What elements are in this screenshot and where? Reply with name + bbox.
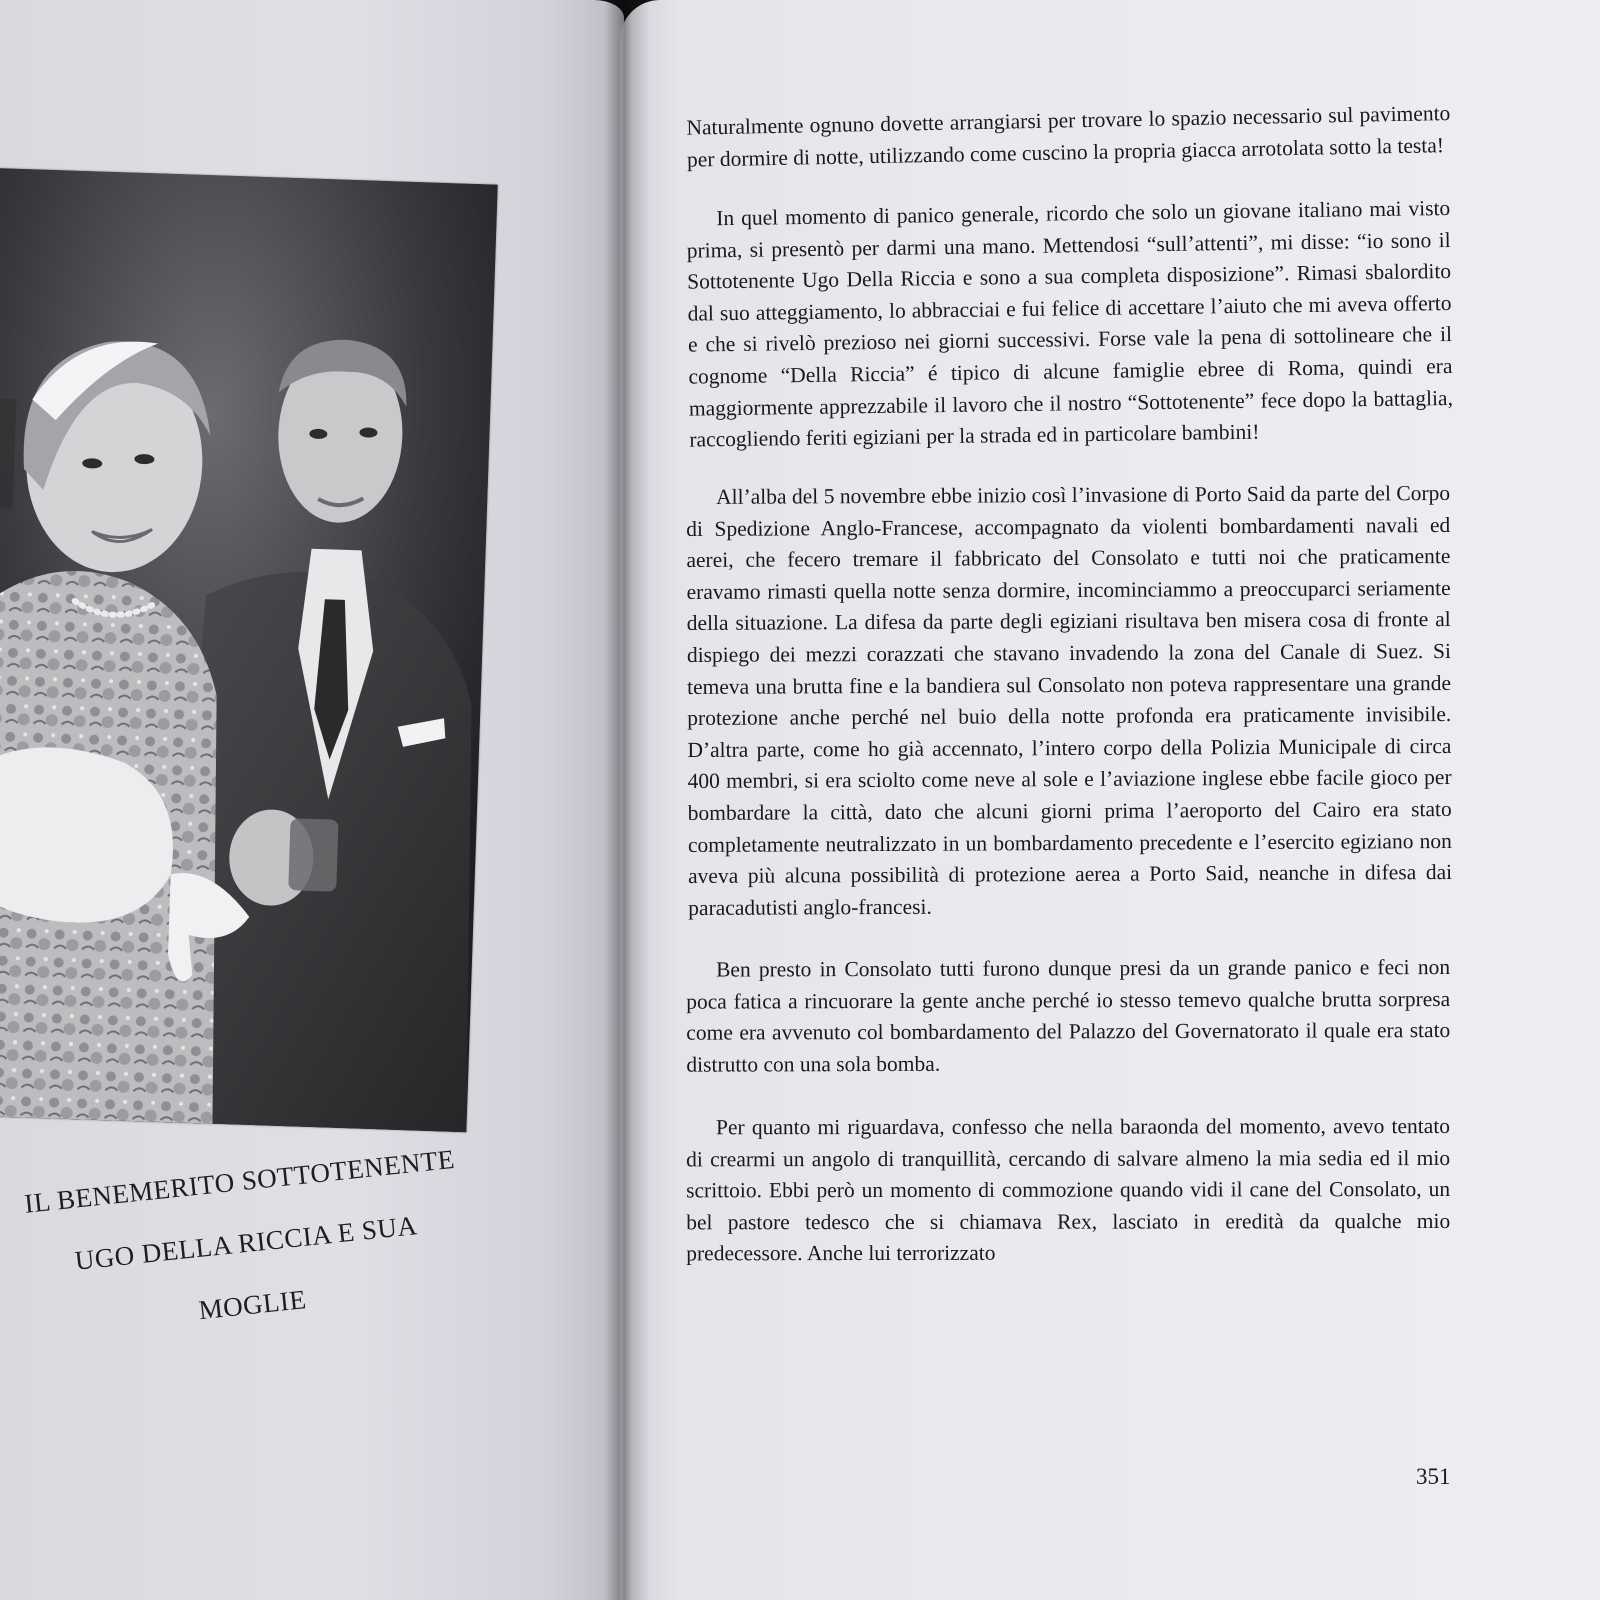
caption-line-2: UGO DELLA RICCIA E SUA MOGLIE: [73, 1210, 419, 1326]
paragraph-4: Ben presto in Consolato tutti furono dunque presi da un grande panico e feci non poca fatica a rincuorare la gente anche perché io stesso temevo qualche brutta sorpresa come era avvenuto col bombardamento del Palazzo del Governatorato il quale era stato distrutto con una sola bomba.: [686, 955, 1451, 1077]
photo-illustration: [0, 168, 498, 1132]
paragraph-2: In quel momento di panico generale, ricordo che solo un giovane italiano mai visto prima, si presentò per darmi una mano. Mettendosi “sull’attenti”, mi disse: “io sono il Sottotenente Ugo Della Riccia e sono a sua completa disposizione”. Rimasi sbalordito dal suo atteggiamento, lo abbracciai e fui felice di accettare l’aiuto che mi aveva offerto e che si rivelò prezioso nei giorni successivi. Forse vale la pena di sottolineare che il cognome “Della Riccia” é tipico di alcune famiglie ebree di Roma, quindi era maggiormente apprezzabile il lavoro che il nostro “Sottotenente” fece dopo la battaglia, raccogliendo feriti egiziani per la strada ed in particolare bambini!: [686, 196, 1454, 452]
photo-couple: [0, 168, 498, 1132]
photo-caption: [17, 1128, 474, 1359]
body-text: [686, 98, 1454, 1301]
right-page: [620, 0, 1600, 1600]
drink-glass: [288, 818, 338, 892]
left-page: [0, 0, 624, 1600]
caption-line-1: IL BENEMERITO SOTTOTENENTE: [22, 1143, 457, 1219]
paragraph-5: Per quanto mi riguardava, confesso che nella baraonda del momento, avevo tentato di crearmi un angolo di tranquillità, cercando di salvare almeno la mia sedia ed il mio scrittoio. Ebbi però un momento di commozione quando vidi il cane del Consolato, un bel pastore tedesco che si chiamava Rex, lasciato in eredità da qualche mio predecessore. Anche lui terrorizzato: [686, 1113, 1451, 1266]
paragraph-1: Naturalmente ognuno dovette arrangiarsi per trovare lo spazio necessario sul pavimento per dormire di notte, utilizzando come cuscino la propria giacca arrotolata sotto la testa!: [686, 100, 1451, 172]
paragraph-3: All’alba del 5 novembre ebbe inizio così l’invasione di Porto Said da parte del Corpo di Spedizione Anglo-Francese, accompagnato da violenti bombardamenti navali ed aerei, che fecero tremare il fabbricato del Consolato e tutti noi che praticamente eravamo rimasti quella notte senza dormire, incominciammo a preoccuparci seriamente della situazione. La difesa da parte degli egiziani risultava ben misera cosa di fronte al dispiego dei mezzi corazzati che stavano invadendo la zona del Canale di Suez. Si temeva una brutta fine e la bandiera sul Consolato non poteva rappresentare una grande protezione anche perché nel buio della notte profonda era praticamente invisibile. D’altra parte, come ho già accennato, l’intero corpo della Polizia Municipale di circa 400 membri, si era sciolto come neve al sole e l’aviazione inglese ebbe facile gioco per bombardare la città, dato che alcuni giorni prima l’aeroporto del Cairo era stato completamente neutralizzato in un bombardamento precedente e l’esercito egiziano non aveva più alcuna possibilità di protezione aerea a Porto Said, neanche in difesa dai paracadutisti anglo-francesi.: [686, 480, 1453, 920]
page-number: 351: [1416, 1464, 1451, 1489]
